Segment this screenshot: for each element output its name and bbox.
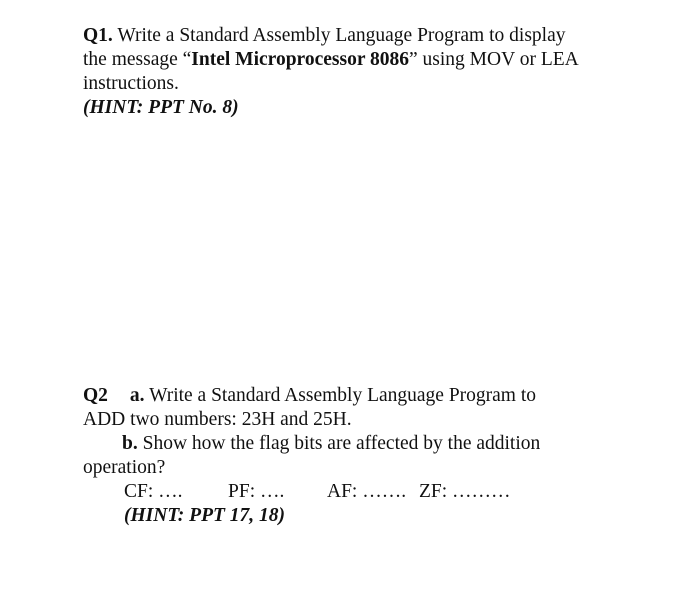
q2-part-b-label: b. — [122, 433, 138, 454]
question-1 — [83, 24, 643, 120]
q2-line-2: ADD two numbers: 23H and 25H. — [83, 409, 352, 430]
flag-cf: CF: …. — [124, 481, 183, 502]
q1-text-d: instructions. — [83, 73, 179, 94]
q1-line-2 — [83, 48, 643, 72]
q1-line-3 — [83, 72, 643, 96]
q2-hint: (HINT: PPT 17, 18) — [124, 505, 286, 526]
q1-message: Intel Microprocessor 8086 — [191, 49, 410, 70]
q2-part-b-text1: Show how the flag bits are affected by the addition — [137, 433, 541, 454]
question-2 — [83, 384, 643, 528]
q2-line-3 — [83, 432, 643, 456]
flag-zf: ZF: ……… — [419, 481, 511, 502]
q2-number: Q2 — [83, 385, 108, 406]
q2-line-4: operation? — [83, 457, 166, 478]
q1-line-1 — [83, 24, 643, 48]
q1-number: Q1. — [83, 25, 113, 46]
q2-part-a-text1: Write a Standard Assembly Language Program to — [144, 385, 537, 406]
flag-pf: PF: …. — [228, 481, 285, 502]
q2-line-1 — [83, 384, 643, 408]
q2-part-a-label: a. — [129, 385, 145, 406]
q1-text-b: the message “ — [83, 49, 192, 70]
q1-hint: (HINT: PPT No. 8) — [83, 97, 239, 118]
q1-text-c: ” using MOV or LEA — [409, 49, 579, 70]
q2-flags-row — [83, 480, 643, 504]
q1-text-a: Write a Standard Assembly Language Program to display — [112, 25, 566, 46]
flag-af: AF: ……. — [327, 481, 407, 502]
